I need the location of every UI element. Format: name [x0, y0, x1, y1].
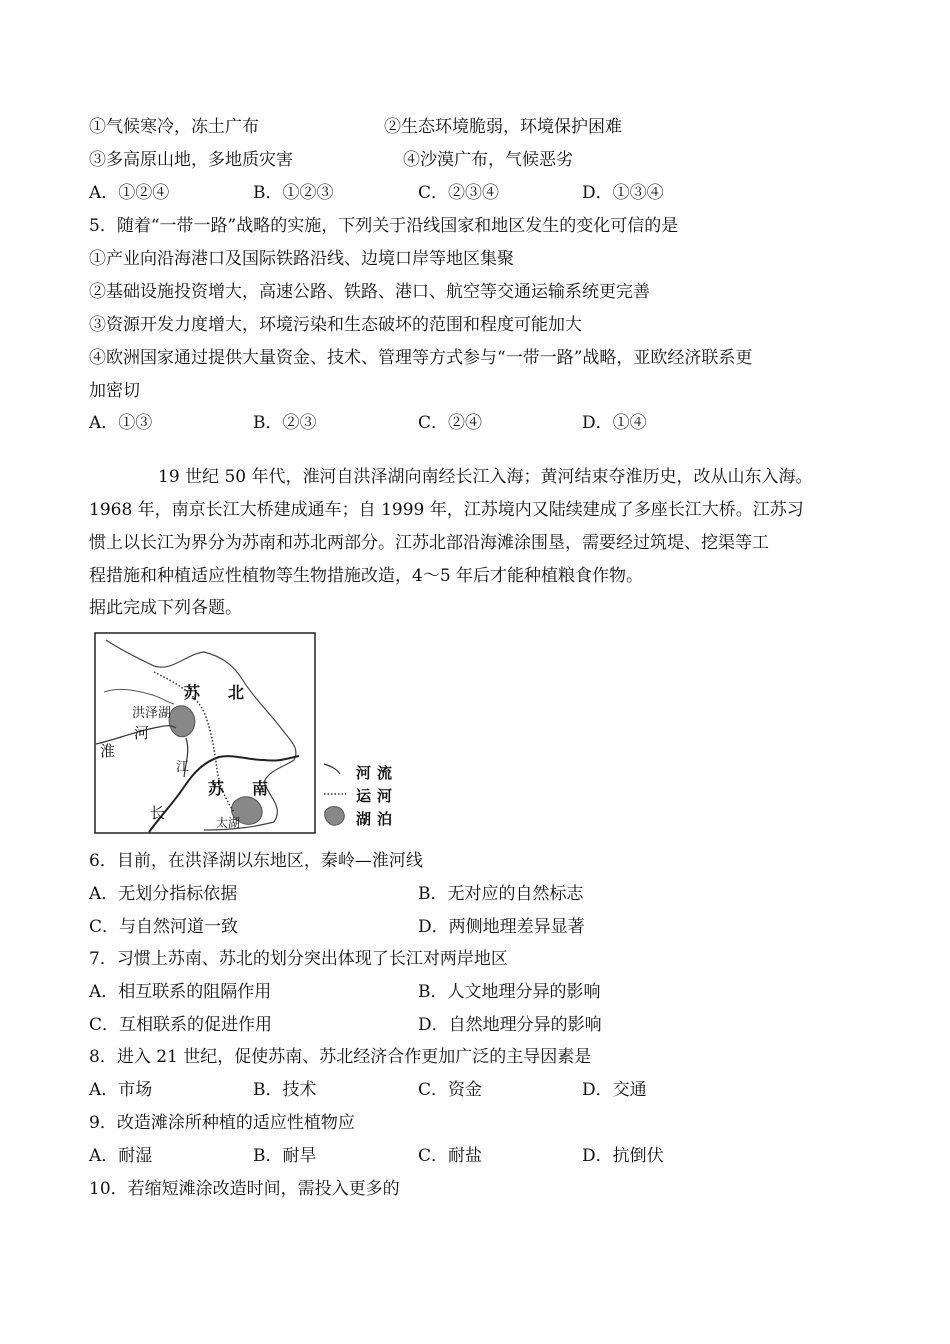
q4-statement-2: ②生态环境脆弱，环境保护困难: [384, 117, 622, 137]
q10-stem: 10．若缩短滩涂改造时间，需投入更多的: [89, 1179, 400, 1199]
q6-choice-d: D．两侧地理差异显著: [418, 917, 585, 937]
hongze-lake: [169, 706, 195, 737]
label-su-bei-su: 苏: [184, 683, 201, 702]
legend-river-symbol: [324, 764, 340, 774]
q7-choice-b: B．人文地理分异的影响: [418, 982, 601, 1002]
map-frame: [95, 633, 315, 833]
q4-statement-4: ④沙漠广布，气候恶劣: [403, 150, 573, 170]
legend-canal-label: 运河: [356, 787, 399, 805]
q9-stem: 9．改造滩涂所种植的适应性植物应: [89, 1113, 355, 1133]
label-su-nan-su: 苏: [208, 779, 225, 798]
q9-choice-d: D．抗倒伏: [582, 1146, 664, 1166]
label-hongzehu: 洪泽湖: [132, 706, 172, 721]
q6-stem: 6．目前，在洪泽湖以东地区，秦岭—淮河线: [89, 851, 423, 871]
q5-choice-a: A．①③: [89, 413, 153, 433]
q5-stem: 5．随着“一带一路”战略的实施，下列关于沿线国家和地区发生的变化可信的是: [89, 216, 679, 236]
legend-lake-label: 湖泊: [356, 810, 399, 828]
q5-statement-1: ①产业向沿海港口及国际铁路沿线、边境口岸等地区集聚: [89, 249, 514, 269]
passage-line-4: 程措施和种植适应性植物等生物措施改造，4～5 年后才能种植粮食作物。: [89, 566, 644, 586]
label-chang: 长: [150, 804, 166, 822]
q7-choice-a: A．相互联系的阻隔作用: [89, 982, 272, 1002]
legend-lake-symbol: [325, 807, 345, 826]
label-su-bei-bei: 北: [228, 683, 245, 702]
label-huai-he: 河: [134, 724, 150, 742]
legend-symbols: [322, 760, 348, 830]
q4-choice-b: B．①②③: [253, 183, 334, 203]
label-jiang: 江: [176, 760, 190, 775]
q5-choice-c: C．②④: [418, 413, 483, 433]
label-huai: 淮: [100, 742, 116, 760]
q6-choice-c: C．与自然河道一致: [89, 917, 239, 937]
q9-choice-a: A．耐湿: [89, 1146, 153, 1166]
q7-choice-c: C．互相联系的促进作用: [89, 1015, 273, 1035]
q8-choice-a: A．市场: [89, 1080, 153, 1100]
q8-choice-c: C．资金: [418, 1080, 483, 1100]
q4-statement-1: ①气候寒冷，冻土广布: [89, 117, 259, 137]
q6-choice-a: A．无划分指标依据: [89, 884, 238, 904]
q6-choice-b: B．无对应的自然标志: [418, 884, 584, 904]
q9-choice-b: B．耐旱: [253, 1146, 317, 1166]
q5-choice-b: B．②③: [253, 413, 317, 433]
passage-line-2: 1968 年，南京长江大桥建成通车；自 1999 年，江苏境内又陆续建成了多座长江大桥。江苏习: [89, 500, 804, 520]
q8-choice-b: B．技术: [253, 1080, 317, 1100]
q8-choice-d: D．交通: [582, 1080, 647, 1100]
q5-statement-4: ④欧洲国家通过提供大量资金、技术、管理等方式参与“一带一路”战略，亚欧经济联系更: [89, 348, 753, 368]
q4-choice-c: C．②③④: [418, 183, 500, 203]
legend-river-label: 河流: [356, 764, 399, 782]
q7-choice-d: D．自然地理分异的影响: [418, 1015, 602, 1035]
q5-statement-2: ②基础设施投资增大，高速公路、铁路、港口、航空等交通运输系统更完善: [89, 282, 650, 302]
q5-statement-4-cont: 加密切: [89, 381, 140, 401]
label-su-nan-nan: 南: [252, 779, 269, 798]
q9-choice-c: C．耐盐: [418, 1146, 483, 1166]
map-graphic: [94, 632, 316, 834]
jiangsu-map: [94, 632, 316, 834]
q4-statement-3: ③多高原山地，多地质灾害: [89, 150, 293, 170]
q8-stem: 8．进入 21 世纪，促使苏南、苏北经济合作更加广泛的主导因素是: [89, 1047, 592, 1067]
q5-choice-d: D．①④: [582, 413, 647, 433]
label-taihu: 太湖: [216, 816, 241, 830]
map-legend: [322, 760, 412, 830]
passage-line-3: 惯上以长江为界分为苏南和苏北两部分。江苏北部沿海滩涂围垦，需要经过筑堤、挖渠等工: [89, 533, 769, 553]
passage-line-5: 据此完成下列各题。: [89, 598, 242, 618]
q4-choice-d: D．①③④: [582, 183, 664, 203]
q7-stem: 7．习惯上苏南、苏北的划分突出体现了长江对两岸地区: [89, 949, 508, 969]
passage-line-1: 19 世纪 50 年代，淮河自洪泽湖向南经长江入海；黄河结束夺淮历史，改从山东入海。: [158, 467, 813, 487]
q5-statement-3: ③资源开发力度增大，环境污染和生态破坏的范围和程度可能加大: [89, 315, 582, 335]
q4-choice-a: A．①②④: [89, 183, 170, 203]
